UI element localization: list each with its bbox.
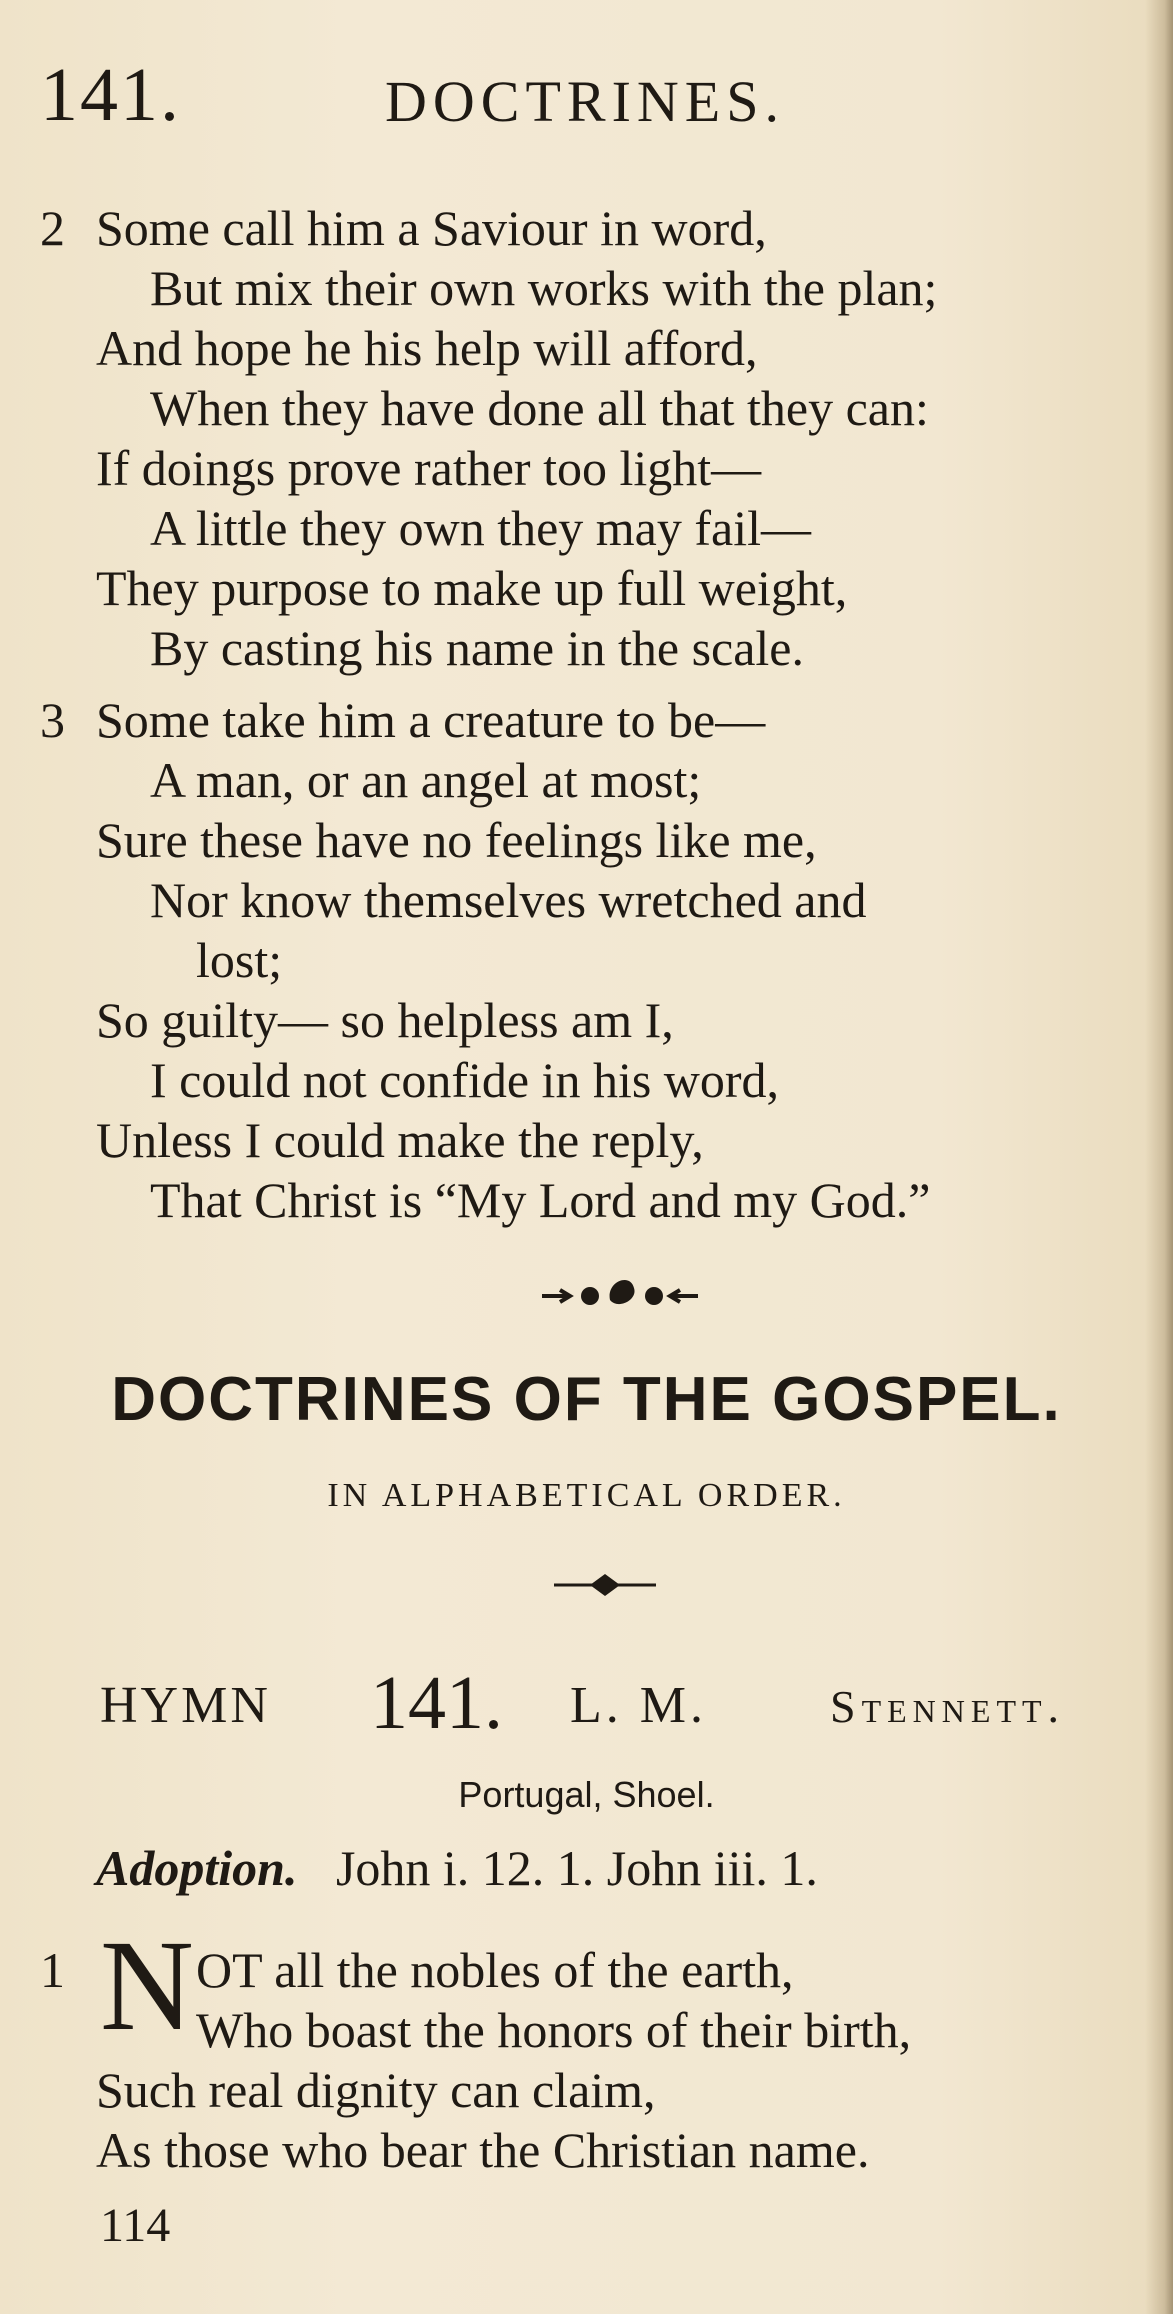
hymn-number: 141. bbox=[370, 1661, 503, 1745]
verse-line: By casting his name in the scale. bbox=[150, 620, 805, 676]
hymn-tunes: Portugal, Shoel. bbox=[458, 1774, 715, 1815]
verse-line: Unless I could make the reply, bbox=[96, 1112, 704, 1168]
drop-cap: N bbox=[100, 1914, 194, 2058]
verse-line: A man, or an angel at most; bbox=[150, 752, 702, 808]
verse-line: OT all the nobles of the earth, bbox=[196, 1942, 794, 1998]
verse-line: Some take him a creature to be— bbox=[96, 692, 766, 748]
verse-line: Some call him a Saviour in word, bbox=[96, 200, 767, 256]
hymn-heading bbox=[100, 1660, 1140, 1750]
hymn-author: Stennett. bbox=[830, 1681, 1066, 1732]
verse-line: I could not confide in his word, bbox=[150, 1052, 780, 1108]
verse-line: Such real dignity can claim, bbox=[96, 2062, 656, 2118]
verse-line: If doings prove rather too light— bbox=[96, 440, 762, 496]
verse-line: That Christ is “My Lord and my God.” bbox=[150, 1172, 931, 1228]
hymn-label: HYMN bbox=[100, 1677, 271, 1734]
verse-line: But mix their own works with the plan; bbox=[150, 260, 938, 316]
hymn-topic-line bbox=[96, 1838, 1136, 1898]
page-edge-shadow bbox=[1145, 0, 1173, 2314]
hymn-topic: Adoption. bbox=[96, 1840, 298, 1896]
verse-line: When they have done all that they can: bbox=[150, 380, 929, 436]
verse-line: lost; bbox=[196, 932, 283, 988]
verse-line: So guilty— so helpless am I, bbox=[96, 992, 674, 1048]
verse-line: And hope he his help will afford, bbox=[96, 320, 758, 376]
verse-line: Who boast the honors of their birth, bbox=[196, 2002, 912, 2058]
stanza-number: 2 bbox=[40, 200, 65, 256]
signature-mark: 114 bbox=[100, 2199, 171, 2252]
verse-line: A little they own they may fail— bbox=[150, 500, 811, 556]
section-subtitle: IN ALPHABETICAL ORDER. bbox=[327, 1477, 846, 1514]
typographic-ornament bbox=[540, 1266, 700, 1316]
divider-ornament bbox=[550, 1570, 660, 1600]
stanza-number: 1 bbox=[40, 1942, 65, 1998]
verse-line: As those who bear the Christian name. bbox=[96, 2122, 870, 2178]
running-title: DOCTRINES. bbox=[385, 69, 785, 134]
verse-line: Sure these have no feelings like me, bbox=[96, 812, 817, 868]
verse-line: They purpose to make up full weight, bbox=[96, 560, 848, 616]
page-header bbox=[40, 50, 1120, 140]
hymn-meter: L. M. bbox=[570, 1677, 707, 1734]
section-title: DOCTRINES OF THE GOSPEL. bbox=[111, 1365, 1062, 1434]
stanza-number: 3 bbox=[40, 692, 65, 748]
scripture-references: John i. 12. 1. John iii. 1. bbox=[335, 1840, 818, 1896]
verse-line: Nor know themselves wretched and bbox=[150, 872, 867, 928]
page-number: 141. bbox=[40, 53, 181, 137]
